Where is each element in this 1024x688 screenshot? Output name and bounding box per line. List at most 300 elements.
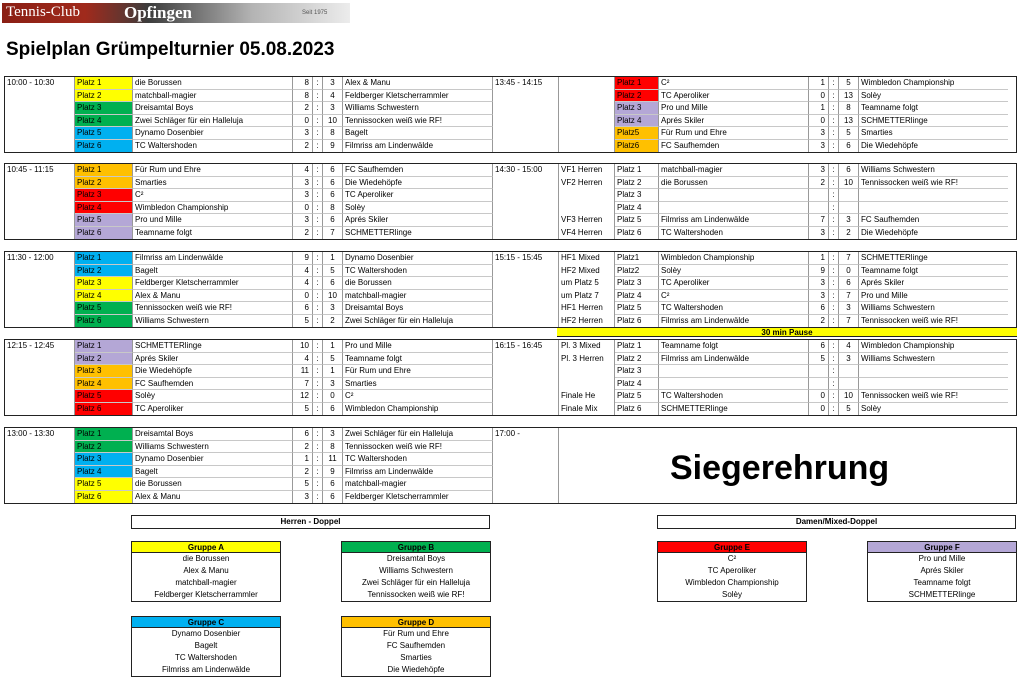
round-label: VF2 Herren xyxy=(559,177,615,190)
score-a-right: 0 xyxy=(809,90,829,103)
slot-time xyxy=(5,277,75,290)
club-city: Opfingen xyxy=(124,3,193,22)
team-b: Aprés Skiler xyxy=(343,214,493,227)
court-label: Platz 6 xyxy=(75,227,133,240)
court-label-right: Platz6 xyxy=(615,140,659,153)
match-row xyxy=(5,102,1016,115)
team-a-right: Filmriss am Lindenwälde xyxy=(659,214,809,227)
team-a: FC Saufhemden xyxy=(133,378,293,391)
team-a: Filmriss am Lindenwälde xyxy=(133,252,293,265)
team-a-right: TC Waltershoden xyxy=(659,227,809,240)
score-b-right: 3 xyxy=(839,353,859,366)
court-label: Platz 3 xyxy=(75,453,133,466)
group-team: TC Aperoliker xyxy=(707,566,757,575)
round-label xyxy=(559,189,615,202)
slot-time xyxy=(5,177,75,190)
team-a-right: C² xyxy=(659,290,809,303)
group-team: Aprés Skiler xyxy=(920,566,964,575)
slot-time-right xyxy=(493,115,559,128)
team-a-right: TC Waltershoden xyxy=(659,302,809,315)
team-b-right: Wimbledon Championship xyxy=(859,77,1008,90)
score-b-right: 10 xyxy=(839,177,859,190)
team-a: Für Rum und Ehre xyxy=(133,164,293,177)
score-a-right xyxy=(809,378,829,391)
score-b-right: 4 xyxy=(839,340,859,353)
score-b: 9 xyxy=(323,140,343,153)
group-name: Gruppe C xyxy=(132,617,280,628)
award-ceremony-label: Siegerehrung xyxy=(670,449,890,487)
team-b-right xyxy=(859,202,1008,215)
round-label: um Platz 5 xyxy=(559,277,615,290)
score-separator: : xyxy=(313,177,323,190)
round-label: Finale Mix xyxy=(559,403,615,416)
group-name: Gruppe A xyxy=(132,542,280,553)
match-row xyxy=(5,77,1016,90)
round-label: HF1 Mixed xyxy=(559,252,615,265)
team-a-right: TC Aperoliker xyxy=(659,277,809,290)
team-a-right xyxy=(659,189,809,202)
score-b: 6 xyxy=(323,214,343,227)
court-label-right: Platz 2 xyxy=(615,90,659,103)
slot-time xyxy=(5,441,75,454)
slot-time xyxy=(5,115,75,128)
score-a: 12 xyxy=(293,390,313,403)
group-name: Gruppe F xyxy=(868,542,1016,553)
herren-doppel-header: Herren - Doppel xyxy=(131,515,490,529)
score-separator-right: : xyxy=(829,90,839,103)
score-separator: : xyxy=(313,403,323,416)
group-team: Filmriss am Lindenwälde xyxy=(161,665,251,674)
group-box xyxy=(657,541,807,602)
score-a-right: 6 xyxy=(809,302,829,315)
score-b-right: 7 xyxy=(839,290,859,303)
team-b: TC Aperoliker xyxy=(343,189,493,202)
team-a: Smarties xyxy=(133,177,293,190)
court-label: Platz 3 xyxy=(75,365,133,378)
match-row xyxy=(5,127,1016,140)
slot-time-right xyxy=(493,478,559,491)
team-b-right: SCHMETTERlinge xyxy=(859,115,1008,128)
court-label-right: Platz 5 xyxy=(615,390,659,403)
slot-time xyxy=(5,227,75,240)
match-row xyxy=(5,340,1016,353)
team-b: Bagelt xyxy=(343,127,493,140)
team-a-right: SCHMETTERlinge xyxy=(659,403,809,416)
court-label-right: Platz 1 xyxy=(615,164,659,177)
slot-time xyxy=(5,302,75,315)
court-label-right: Platz 4 xyxy=(615,290,659,303)
group-team: Wimbledon Championship xyxy=(685,578,779,587)
score-separator-right: : xyxy=(829,177,839,190)
team-a: C² xyxy=(133,189,293,202)
score-b-right: 3 xyxy=(839,302,859,315)
score-b-right xyxy=(839,189,859,202)
court-label-right: Platz 3 xyxy=(615,189,659,202)
round-label: Pl. 3 Herren xyxy=(559,353,615,366)
score-separator: : xyxy=(313,90,323,103)
score-b: 8 xyxy=(323,441,343,454)
score-b-right xyxy=(839,202,859,215)
team-b: Solèy xyxy=(343,202,493,215)
time-slot-block xyxy=(4,76,1017,153)
team-b: Zwei Schläger für ein Halleluja xyxy=(343,428,493,441)
court-label-right: Platz2 xyxy=(615,265,659,278)
group-team: Teamname folgt xyxy=(913,578,971,587)
team-b-right: Pro und Mille xyxy=(859,290,1008,303)
slot-time: 10:00 - 10:30 xyxy=(5,77,75,90)
court-label: Platz 5 xyxy=(75,214,133,227)
score-separator: : xyxy=(313,277,323,290)
court-label-right: Platz 5 xyxy=(615,214,659,227)
score-a-right: 3 xyxy=(809,227,829,240)
score-b-right: 0 xyxy=(839,265,859,278)
team-a-right: die Borussen xyxy=(659,177,809,190)
team-a: Dreisamtal Boys xyxy=(133,428,293,441)
score-separator: : xyxy=(313,202,323,215)
court-label-right: Platz 3 xyxy=(615,102,659,115)
court-label: Platz 1 xyxy=(75,252,133,265)
score-a-right: 3 xyxy=(809,164,829,177)
score-b: 7 xyxy=(323,227,343,240)
score-a: 3 xyxy=(293,491,313,504)
score-a: 4 xyxy=(293,277,313,290)
score-a: 5 xyxy=(293,403,313,416)
score-separator-right: : xyxy=(829,164,839,177)
team-b: TC Waltershoden xyxy=(343,453,493,466)
match-row xyxy=(5,227,1016,240)
court-label-right: Platz 5 xyxy=(615,302,659,315)
slot-time-right xyxy=(493,491,559,504)
round-label xyxy=(559,378,615,391)
slot-time xyxy=(5,102,75,115)
team-b: Williams Schwestern xyxy=(343,102,493,115)
match-row xyxy=(5,265,1016,278)
score-separator-right: : xyxy=(829,390,839,403)
group-name: Gruppe D xyxy=(342,617,490,628)
time-slot-block xyxy=(4,163,1017,240)
team-b-right: Die Wiedehöpfe xyxy=(861,227,918,237)
score-b: 3 xyxy=(323,378,343,391)
score-separator-right: : xyxy=(829,378,839,391)
score-b: 6 xyxy=(323,478,343,491)
group-team: SCHMETTERlinge xyxy=(908,590,976,599)
slot-time xyxy=(5,315,75,328)
court-label-right: Platz1 xyxy=(615,252,659,265)
team-b-right: Solèy xyxy=(861,403,882,413)
team-b: Pro und Mille xyxy=(343,340,493,353)
score-a-right: 3 xyxy=(809,140,829,153)
match-row xyxy=(5,428,1016,441)
score-b-right: 7 xyxy=(839,315,859,328)
court-label-right: Platz 1 xyxy=(615,340,659,353)
team-b: Dynamo Dosenbier xyxy=(343,252,493,265)
slot-time-right xyxy=(493,453,559,466)
round-label xyxy=(559,77,615,90)
team-a: Pro und Mille xyxy=(133,214,293,227)
court-label: Platz 4 xyxy=(75,290,133,303)
team-a-right: C² xyxy=(659,77,809,90)
score-separator: : xyxy=(313,77,323,90)
team-a: Alex & Manu xyxy=(133,491,293,504)
court-label-right: Platz 4 xyxy=(615,202,659,215)
slot-time-right: 14:30 - 15:00 xyxy=(493,164,559,177)
score-separator: : xyxy=(313,441,323,454)
group-name: Gruppe B xyxy=(342,542,490,553)
team-a: Feldberger Kletscherrammler xyxy=(133,277,293,290)
score-b: 3 xyxy=(323,302,343,315)
score-a-right: 0 xyxy=(809,115,829,128)
score-b: 3 xyxy=(323,102,343,115)
round-label: um Platz 7 xyxy=(559,290,615,303)
score-b-right: 5 xyxy=(839,403,859,416)
time-slot-block xyxy=(4,251,1017,328)
court-label: Platz 5 xyxy=(75,302,133,315)
team-b-right xyxy=(859,378,1008,391)
team-a: matchball-magier xyxy=(133,90,293,103)
score-b: 1 xyxy=(323,252,343,265)
team-b: Smarties xyxy=(343,378,493,391)
group-team: Bagelt xyxy=(194,641,218,650)
score-separator-right: : xyxy=(829,252,839,265)
score-separator: : xyxy=(313,353,323,366)
slot-time xyxy=(5,265,75,278)
group-team: Smarties xyxy=(400,653,432,662)
score-separator: : xyxy=(313,466,323,479)
club-name: Tennis-Club xyxy=(6,4,80,20)
score-separator-right: : xyxy=(829,365,839,378)
score-separator-right: : xyxy=(829,353,839,366)
group-team: Dreisamtal Boys xyxy=(386,554,446,563)
round-label xyxy=(559,90,615,103)
team-b: matchball-magier xyxy=(343,290,493,303)
team-a: Dynamo Dosenbier xyxy=(133,453,293,466)
court-label: Platz 1 xyxy=(75,164,133,177)
match-row xyxy=(5,403,1016,416)
damen-mixed-doppel-header: Damen/Mixed-Doppel xyxy=(657,515,1016,529)
slot-time xyxy=(5,491,75,504)
team-b: Feldberger Kletscherrammler xyxy=(343,90,493,103)
score-a-right: 1 xyxy=(809,252,829,265)
slot-time xyxy=(5,466,75,479)
slot-time: 13:00 - 13:30 xyxy=(5,428,75,441)
match-row xyxy=(5,353,1016,366)
score-b-right: 5 xyxy=(839,127,859,140)
score-separator: : xyxy=(313,252,323,265)
score-b-right: 6 xyxy=(839,140,859,153)
score-separator-right: : xyxy=(829,202,839,215)
slot-time xyxy=(5,189,75,202)
match-row xyxy=(5,252,1016,265)
team-b-right: FC Saufhemden xyxy=(859,214,1008,227)
score-separator: : xyxy=(313,478,323,491)
score-b: 3 xyxy=(323,428,343,441)
team-b: Filmriss am Lindenwälde xyxy=(343,466,493,479)
team-a: Solèy xyxy=(133,390,293,403)
score-a: 4 xyxy=(293,265,313,278)
court-label: Platz 1 xyxy=(75,77,133,90)
court-label: Platz 4 xyxy=(75,378,133,391)
score-a: 9 xyxy=(293,252,313,265)
round-label xyxy=(559,115,615,128)
team-b: Tennissocken weiß wie RF! xyxy=(343,115,493,128)
round-label: VF3 Herren xyxy=(559,214,615,227)
score-separator: : xyxy=(313,115,323,128)
group-team: C² xyxy=(727,554,737,563)
court-label-right: Platz 4 xyxy=(615,115,659,128)
team-b-right: Tennissocken weiß wie RF! xyxy=(861,315,958,325)
slot-time xyxy=(5,202,75,215)
slot-time-right xyxy=(493,127,559,140)
match-row xyxy=(5,290,1016,303)
score-a: 5 xyxy=(293,478,313,491)
slot-time-right xyxy=(493,90,559,103)
group-team: die Borussen xyxy=(182,554,230,563)
court-label: Platz 1 xyxy=(75,428,133,441)
slot-time xyxy=(5,403,75,416)
team-a-right xyxy=(659,202,809,215)
slot-time-right xyxy=(493,315,559,328)
page-title: Spielplan Grümpelturnier 05.08.2023 xyxy=(6,39,335,60)
score-a: 0 xyxy=(293,290,313,303)
match-row xyxy=(5,90,1016,103)
slot-time: 11:30 - 12:00 xyxy=(5,252,75,265)
court-label-right: Platz 3 xyxy=(615,365,659,378)
score-b: 6 xyxy=(323,177,343,190)
court-label-right: Platz 2 xyxy=(615,353,659,366)
match-row xyxy=(5,189,1016,202)
team-b-right: Solèy xyxy=(859,90,1008,103)
court-label: Platz 1 xyxy=(75,340,133,353)
group-box xyxy=(131,616,281,677)
score-b: 6 xyxy=(323,189,343,202)
team-a-right: Filmriss am Lindenwälde xyxy=(659,315,809,328)
team-a-right: TC Aperoliker xyxy=(659,90,809,103)
score-b: 6 xyxy=(323,164,343,177)
score-a: 6 xyxy=(293,428,313,441)
score-separator: : xyxy=(313,127,323,140)
score-b: 6 xyxy=(323,277,343,290)
match-row xyxy=(5,491,1016,504)
score-b: 5 xyxy=(323,265,343,278)
group-box xyxy=(131,541,281,602)
score-a: 3 xyxy=(293,177,313,190)
score-b-right: 6 xyxy=(839,277,859,290)
score-a-right: 0 xyxy=(809,390,829,403)
court-label: Platz 6 xyxy=(75,403,133,416)
team-b: matchball-magier xyxy=(343,478,493,491)
score-a: 3 xyxy=(293,189,313,202)
score-separator: : xyxy=(313,315,323,328)
score-separator: : xyxy=(313,164,323,177)
score-b: 8 xyxy=(323,127,343,140)
score-a-right: 7 xyxy=(809,214,829,227)
slot-time-right xyxy=(493,466,559,479)
match-row xyxy=(5,378,1016,391)
court-label-right: Platz 4 xyxy=(615,378,659,391)
team-b-right: Aprés Skiler xyxy=(859,277,1008,290)
court-label: Platz 4 xyxy=(75,202,133,215)
court-label: Platz 3 xyxy=(75,277,133,290)
court-label-right: Platz 2 xyxy=(615,177,659,190)
slot-time-right: 15:15 - 15:45 xyxy=(493,252,559,265)
team-b-right: Die Wiedehöpfe xyxy=(861,140,918,150)
team-a: Tennissocken weiß wie RF! xyxy=(133,302,293,315)
slot-time xyxy=(5,478,75,491)
score-separator-right: : xyxy=(829,277,839,290)
match-row xyxy=(5,202,1016,215)
slot-time-right xyxy=(493,365,559,378)
team-b: Teamname folgt xyxy=(343,353,493,366)
score-a-right: 3 xyxy=(809,290,829,303)
score-separator: : xyxy=(313,378,323,391)
court-label: Platz 2 xyxy=(75,90,133,103)
team-b: Tennissocken weiß wie RF! xyxy=(343,441,493,454)
round-label xyxy=(559,127,615,140)
match-row xyxy=(5,140,1016,153)
slot-time xyxy=(5,453,75,466)
match-row xyxy=(5,302,1016,315)
team-b-right: Tennissocken weiß wie RF! xyxy=(859,390,1008,403)
score-b-right: 10 xyxy=(839,390,859,403)
court-label: Platz 2 xyxy=(75,353,133,366)
group-team: Die Wiedehöpfe xyxy=(387,665,445,674)
round-label: VF1 Herren xyxy=(559,164,615,177)
score-separator-right: : xyxy=(829,127,839,140)
court-label: Platz 3 xyxy=(75,189,133,202)
score-separator: : xyxy=(313,290,323,303)
score-a-right: 2 xyxy=(809,315,829,328)
court-label: Platz 6 xyxy=(75,140,133,153)
match-row xyxy=(5,214,1016,227)
slot-time-right: 13:45 - 14:15 xyxy=(493,77,559,90)
time-slot-block xyxy=(4,339,1017,416)
score-a: 3 xyxy=(293,214,313,227)
team-a-right: Aprés Skiler xyxy=(659,115,809,128)
score-a-right xyxy=(809,189,829,202)
slot-time xyxy=(5,90,75,103)
score-b-right: 3 xyxy=(839,214,859,227)
match-row xyxy=(5,365,1016,378)
court-label-right: Platz 6 xyxy=(615,315,659,328)
team-a: Dreisamtal Boys xyxy=(133,102,293,115)
score-a: 10 xyxy=(293,340,313,353)
court-label: Platz 5 xyxy=(75,478,133,491)
team-a-right: Teamname folgt xyxy=(659,340,809,353)
score-b: 8 xyxy=(323,202,343,215)
score-separator-right: : xyxy=(829,189,839,202)
slot-time xyxy=(5,127,75,140)
score-b-right xyxy=(839,365,859,378)
score-separator: : xyxy=(313,189,323,202)
score-a: 0 xyxy=(293,115,313,128)
score-b-right: 7 xyxy=(839,252,859,265)
slot-time: 12:15 - 12:45 xyxy=(5,340,75,353)
score-a-right: 3 xyxy=(809,277,829,290)
group-team: Alex & Manu xyxy=(183,566,229,575)
team-b-right: Williams Schwestern xyxy=(859,353,1008,366)
team-a: Zwei Schläger für ein Halleluja xyxy=(133,115,293,128)
pause-bar: 30 min Pause xyxy=(557,327,1017,337)
court-label: Platz 5 xyxy=(75,127,133,140)
score-separator-right: : xyxy=(829,340,839,353)
score-separator-right: : xyxy=(829,214,839,227)
team-a: Die Wiedehöpfe xyxy=(133,365,293,378)
team-a: Williams Schwestern xyxy=(133,441,293,454)
match-row xyxy=(5,164,1016,177)
team-b: SCHMETTERlinge xyxy=(343,227,493,240)
slot-time-right xyxy=(493,214,559,227)
team-b: Feldberger Kletscherrammler xyxy=(343,491,493,504)
